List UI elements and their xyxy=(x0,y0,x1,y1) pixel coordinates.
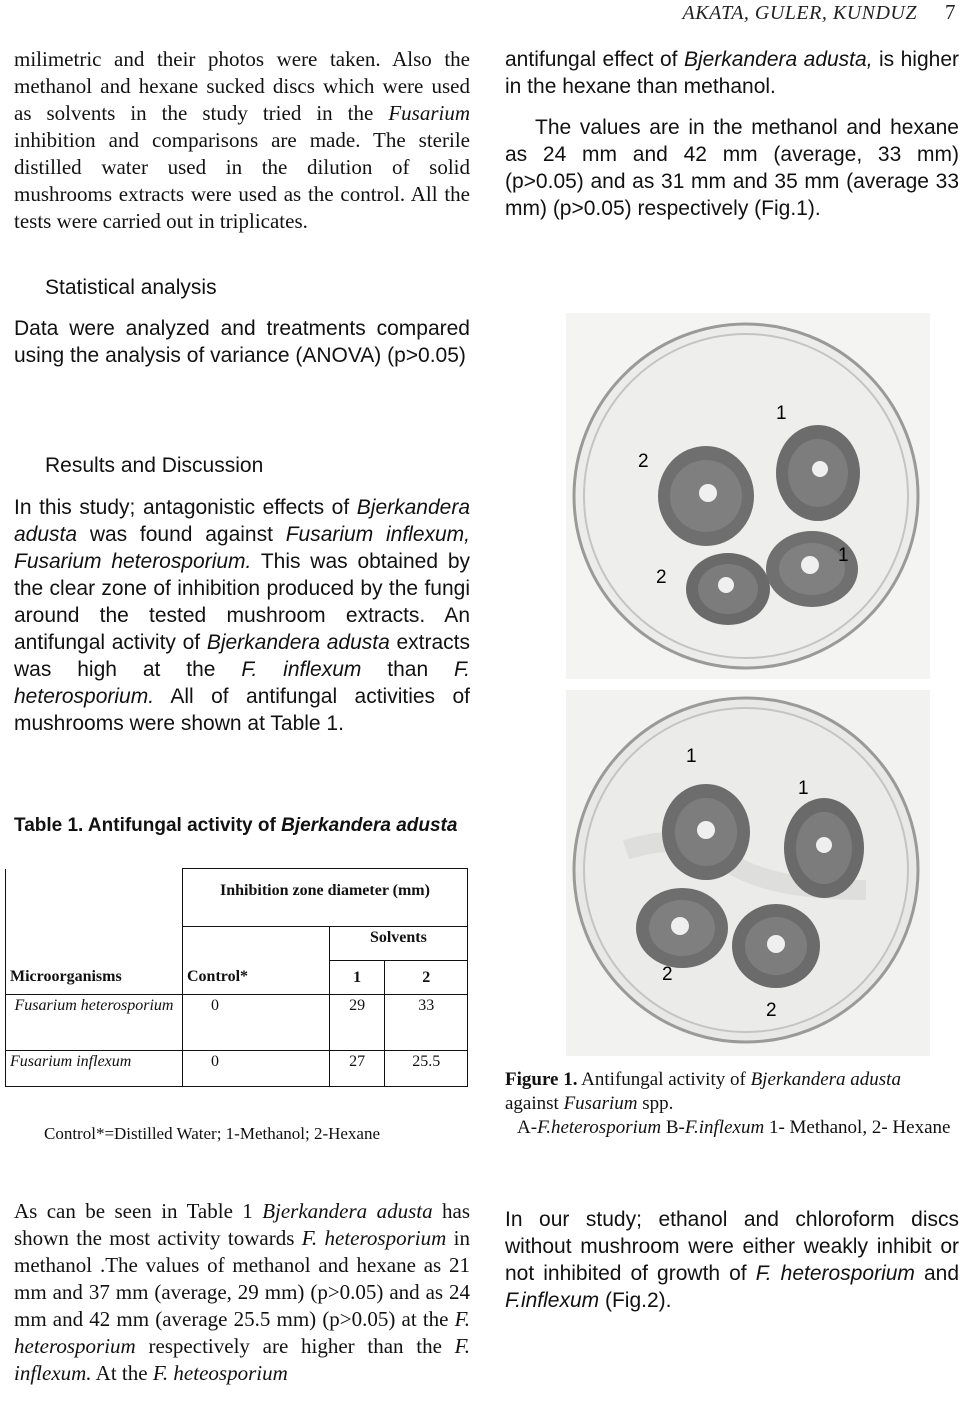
text-run: 1- Methanol, 2- Hexane xyxy=(764,1117,951,1138)
right-paragraph-3 xyxy=(505,1206,959,1314)
petri-plate-b-photo xyxy=(566,690,930,1056)
table-cell-control: 0 xyxy=(183,1051,330,1087)
table-cell-solvent-1: 27 xyxy=(329,1051,385,1087)
table-cell-solvent-2: 25.5 xyxy=(385,1051,468,1087)
text-run: spp. xyxy=(637,1093,674,1114)
species-name: F. heteosporium xyxy=(152,1361,288,1385)
text-run: than xyxy=(361,658,455,681)
table-header-control: Control* xyxy=(183,961,330,995)
table-header-main: Inhibition zone diameter (mm) xyxy=(183,869,468,927)
text-run: In this study; antagonistic effects of xyxy=(14,496,357,519)
petri-plate-a-photo xyxy=(566,313,930,679)
text-run: In our study; ethanol and chloroform discs without mushroom were either weakly inhibit or not inhibited of growth of xyxy=(505,1208,959,1285)
right-paragraph-2: The values are in the methanol and hexane as 24 mm and 42 mm (average, 33 mm) (p>0.05) and as 31 mm and 35 mm (average 33 mm) (p>0.05) respectively (Fig.1). xyxy=(505,116,959,220)
statistical-analysis-heading: Statistical analysis xyxy=(45,276,217,299)
text-run: As can be seen in Table 1 xyxy=(14,1199,263,1223)
text-run: against xyxy=(505,1093,564,1114)
species-name: F. heterosporium xyxy=(14,1307,470,1358)
species-name: F. heterosporium xyxy=(301,1226,447,1250)
figure-caption-line xyxy=(505,1116,955,1140)
text-run: is higher in the hexane than methanol. xyxy=(505,48,959,98)
plate-a-label: 1 xyxy=(776,403,787,424)
text-run: in methanol .The values of methanol and hexane as 21 mm and 37 mm (average, 29 mm) (p>0.05) and as 24 mm and 42 mm (average 25.5 mm) (p>0.05) at the xyxy=(14,1226,470,1331)
figure-caption-line xyxy=(505,1068,955,1116)
species-name: F. heterosporium xyxy=(755,1262,915,1285)
table-caption xyxy=(14,815,457,837)
species-name: Fusarium xyxy=(563,1093,638,1114)
figure-caption xyxy=(505,1068,955,1140)
table-cell-solvent-2: 33 xyxy=(385,995,468,1051)
table-corner-cell xyxy=(6,869,183,927)
plate-b-label: 2 xyxy=(662,964,673,985)
text-run: and xyxy=(914,1262,959,1285)
figure-label: Figure 1. xyxy=(505,1069,578,1090)
table-cell-organism: Fusarium inflexum xyxy=(6,1051,183,1087)
plate-b-label: 2 xyxy=(766,1000,777,1021)
page-number: 7 xyxy=(945,0,956,24)
text-run: has shown the most activity towards xyxy=(14,1199,470,1250)
text-run: A- xyxy=(517,1117,538,1138)
text-run: Table 1. Antifungal activity of xyxy=(14,815,282,836)
species-name: F.inflexum xyxy=(505,1289,600,1312)
table-cell-solvent-1: 29 xyxy=(329,995,385,1051)
text-run: respectively are higher than the xyxy=(135,1334,455,1358)
table-header-solvent-2: 2 xyxy=(385,961,468,995)
species-name: Bjerkandera adusta xyxy=(262,1199,433,1223)
text-run: antifungal effect of xyxy=(505,48,684,71)
results-heading: Results and Discussion xyxy=(45,454,264,477)
species-name: Bjerkandera adusta xyxy=(750,1069,901,1090)
running-head-authors: AKATA, GULER, KUNDUZ xyxy=(682,2,917,24)
results-paragraph xyxy=(14,494,470,737)
species-name: Bjerkandera adusta xyxy=(281,815,458,836)
table-header-microorganisms: Microorganisms xyxy=(6,961,183,995)
table-cell-organism: Fusarium heterosporium xyxy=(6,995,183,1051)
text-run: inhibition and comparisons are made. The sterile distilled water used in the dilution of solid mushrooms extracts were used as the control. All the tests were carried out in triplicates. xyxy=(14,128,470,233)
species-name: F.heterosporium xyxy=(537,1117,662,1138)
table-spacer-cell xyxy=(183,927,330,961)
text-run: milimetric and their photos were taken. Also the methanol and hexane sucked discs which were used as solvents in the study tried in the xyxy=(14,47,470,125)
statistical-analysis-text: Data were analyzed and treatments compared using the analysis of variance (ANOVA) (p>0.05) xyxy=(14,317,470,367)
species-name: F. heterosporium. xyxy=(14,658,470,708)
text-run: was found against xyxy=(77,523,286,546)
methods-paragraph xyxy=(14,46,470,235)
species-name: Bjerkandera adusta xyxy=(206,631,390,654)
species-name: Fusarium inflexum, Fusarium heterosporium. xyxy=(14,523,471,573)
text-run: This was obtained by the clear zone of inhibition produced by the fungi around the tested mushroom extracts. An antifungal activity of xyxy=(14,550,470,654)
text-run: (Fig.2). xyxy=(599,1289,672,1312)
species-name: F.inflexum xyxy=(684,1117,765,1138)
plate-a-label: 2 xyxy=(638,451,649,472)
text-run: All of antifungal activities of mushrooms were shown at Table 1. xyxy=(14,685,470,735)
table-spacer-cell xyxy=(6,927,183,961)
right-paragraph-1 xyxy=(505,46,959,100)
species-name: F. inflexum xyxy=(241,658,362,681)
table-row xyxy=(6,995,468,1051)
species-name: Bjerkandera adusta xyxy=(14,496,470,546)
table-footnote: Control*=Distilled Water; 1-Methanol; 2-Hexane xyxy=(44,1124,381,1143)
table-cell-control: 0 xyxy=(183,995,330,1051)
table-header-solvents: Solvents xyxy=(329,927,467,961)
plate-a-label: 1 xyxy=(838,545,849,566)
table-row xyxy=(6,1051,468,1087)
discussion-paragraph xyxy=(14,1198,470,1387)
species-name: Bjerkandera adusta, xyxy=(683,48,873,71)
plate-b-label: 1 xyxy=(686,746,697,767)
text-run: B- xyxy=(661,1117,685,1138)
species-name: Fusarium xyxy=(388,101,470,125)
running-head xyxy=(676,0,956,25)
plate-a-label: 2 xyxy=(656,567,667,588)
table-header-solvent-1: 1 xyxy=(329,961,385,995)
text-run: At the xyxy=(91,1361,153,1385)
text-run: Antifungal activity of xyxy=(577,1069,751,1090)
results-table xyxy=(5,868,468,1087)
text-run: extracts was high at the xyxy=(14,631,470,681)
plate-b-label: 1 xyxy=(798,778,809,799)
species-name: F. inflexum. xyxy=(14,1334,470,1385)
